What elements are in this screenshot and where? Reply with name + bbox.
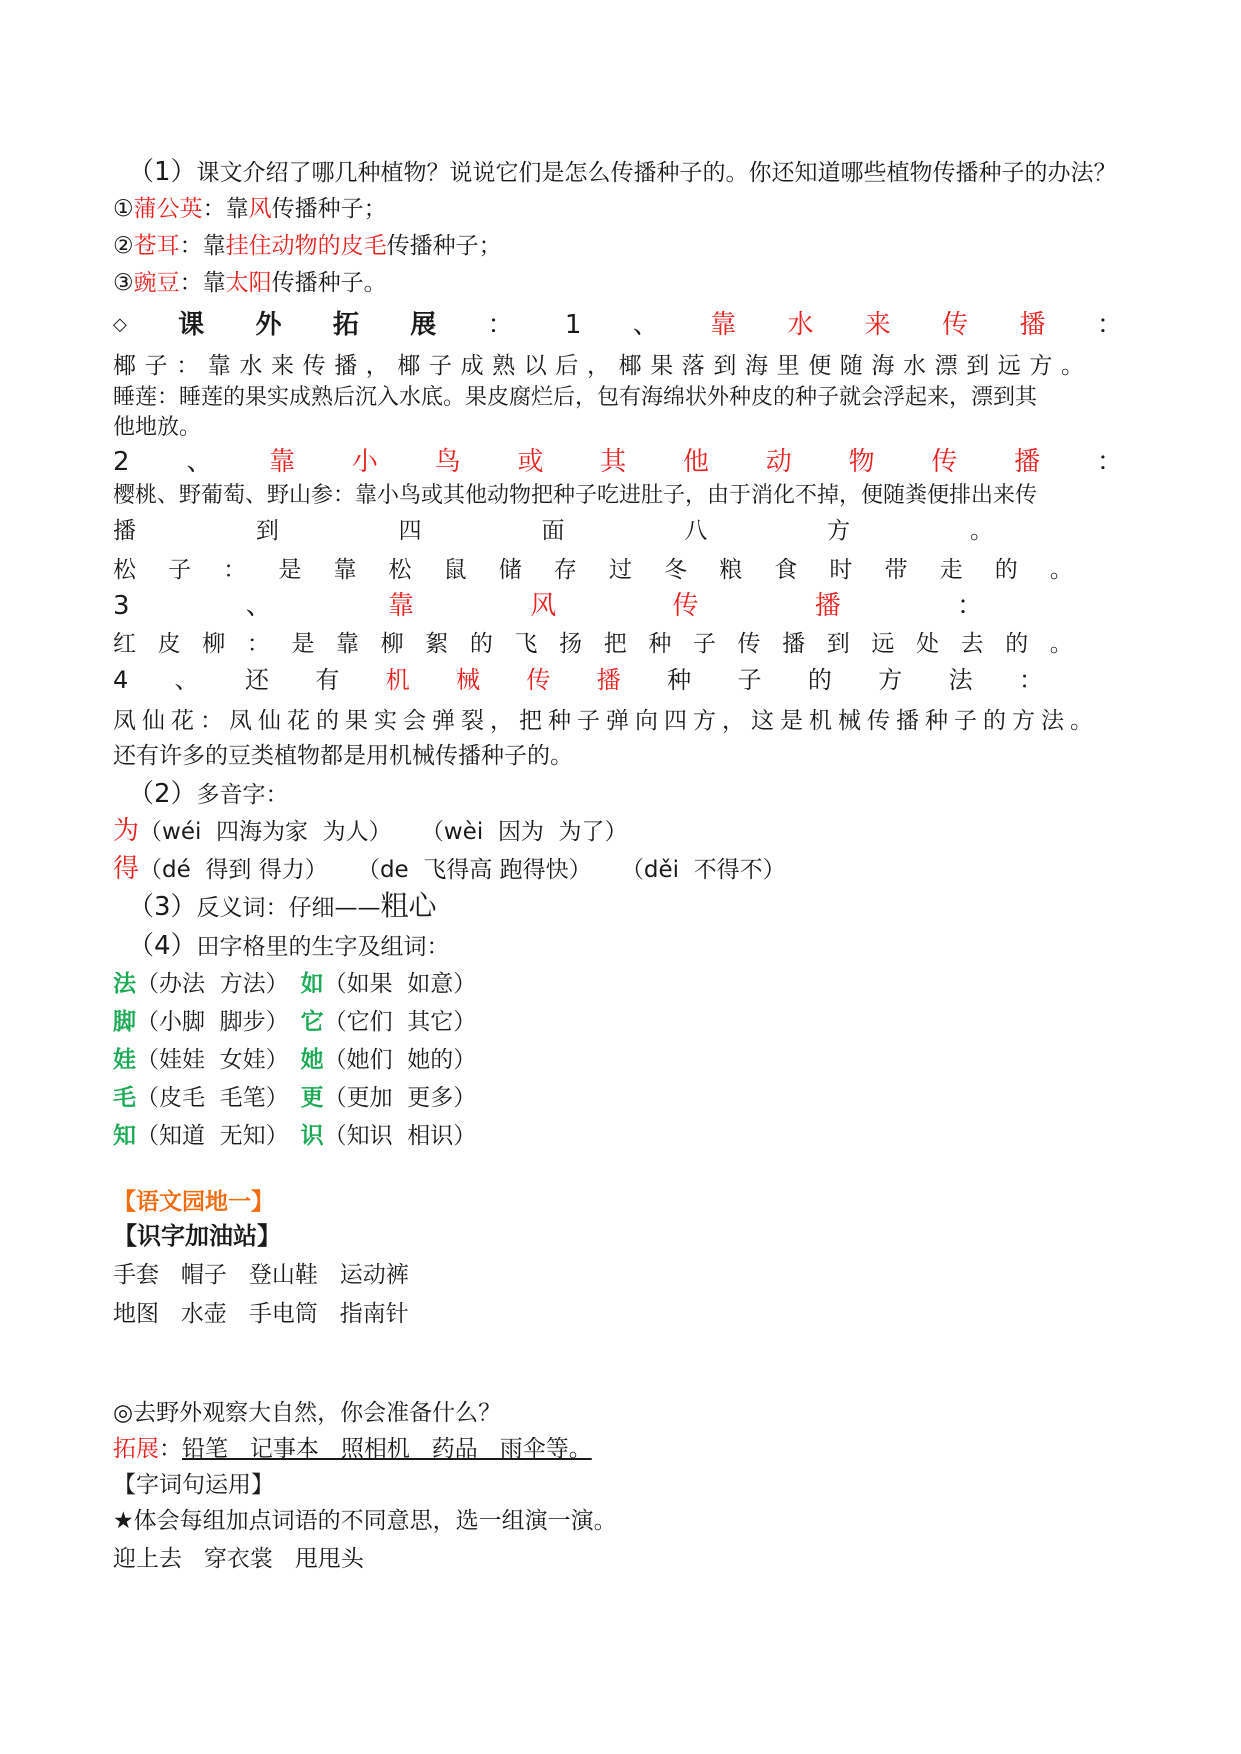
- text-char: 松: [388, 557, 412, 583]
- heading-char: 还: [245, 666, 269, 694]
- text-char: 。: [969, 518, 993, 544]
- heading-red-char: 械: [456, 666, 481, 694]
- beans-line: 还有许多的豆类植物都是用机械传播种子的。: [113, 743, 573, 769]
- heading-red-char: 风: [530, 591, 557, 621]
- q3-number: （3）: [128, 892, 197, 922]
- heading-char: 、: [632, 310, 659, 340]
- plant-name: 蒲公英: [133, 196, 203, 222]
- heading-red-char: 播: [814, 591, 841, 621]
- extension-label: 拓展: [113, 1436, 159, 1462]
- char-words: （知道 无知）: [136, 1123, 289, 1149]
- char-words: （如果 如意）: [323, 971, 477, 997]
- q1-number: （1）: [128, 157, 197, 187]
- heading-char: 、: [186, 447, 213, 477]
- heading-red-char: 鸟: [434, 447, 461, 477]
- new-char: 更: [300, 1085, 324, 1111]
- lotus-line-1: 睡莲：睡莲的果实成熟后沉入水底。果皮腐烂后，包有海绵状外种皮的种子就会浮起来，漂到其: [113, 385, 1038, 410]
- text-char: 的: [994, 557, 1018, 583]
- q1-text: 课文介绍了哪几种植物？说说它们是怎么传播种子的。你还知道哪些植物传播种子的办法？: [196, 160, 1117, 186]
- answer-connector: ：靠: [179, 233, 226, 259]
- text-char: 远: [871, 631, 895, 657]
- lotus-line-2: 他地放。: [113, 415, 202, 440]
- heading-char: 的: [807, 666, 832, 694]
- text-char: 存: [553, 557, 577, 583]
- extension-items: 铅笔 记事本 照相机 药品 雨伞等。: [182, 1436, 592, 1462]
- heading-char: ：: [487, 310, 514, 340]
- text-char: 是: [291, 631, 315, 657]
- heading-red-char: 靠: [388, 591, 415, 621]
- text-char: 种: [648, 631, 672, 657]
- heading-char: 方: [878, 666, 903, 694]
- heading-red-char: 机: [385, 666, 410, 694]
- garden-words-row-2: 地图 水壶 手电筒 指南针: [113, 1301, 409, 1327]
- garden-extension: [113, 1433, 592, 1465]
- heading-red-char: 播: [1019, 310, 1046, 340]
- heading-red-char: 传: [672, 591, 699, 621]
- heading-char: 4: [113, 666, 129, 694]
- text-char: 皮: [157, 631, 181, 657]
- answer-tail: 传播种子；: [271, 196, 387, 222]
- text-char: 红: [113, 631, 136, 657]
- heading-char: 种: [667, 666, 692, 694]
- text-char: 播: [113, 518, 136, 544]
- text-char: 靠: [336, 631, 360, 657]
- heading-char: ：: [1096, 310, 1123, 340]
- heading-char: 拓: [332, 310, 359, 340]
- char-pair-row: [113, 1006, 476, 1038]
- polyphone-words: （wéi 四海为家 为人） （wèi 因为 为了）: [139, 819, 628, 845]
- text-char: 扬: [559, 631, 583, 657]
- char-pair-row: [113, 968, 476, 1000]
- pine-line: [113, 554, 1073, 586]
- text-char: 是: [278, 557, 302, 583]
- q3-text: 反义词：仔细——: [196, 895, 381, 921]
- ext-heading-4: [113, 664, 1043, 696]
- q2-number: （2）: [128, 779, 197, 809]
- q1-question: [128, 156, 1117, 189]
- polyphone-char: 为: [113, 816, 140, 846]
- char-words: （皮毛 毛笔）: [136, 1085, 289, 1111]
- char-words: （办法 方法）: [136, 971, 289, 997]
- answer-keyword: 风: [248, 196, 272, 222]
- answer-tail: 传播种子；: [386, 233, 502, 259]
- heading-red-char: 靠: [710, 310, 737, 340]
- text-char: 。: [1049, 631, 1073, 657]
- answer-mark: ③: [113, 270, 134, 296]
- char-words: （更加 更多）: [323, 1085, 477, 1111]
- use-words: 迎上去 穿衣裳 甩甩头: [113, 1546, 364, 1572]
- heading-char: 1: [564, 310, 582, 340]
- heading-red-char: 传: [526, 666, 551, 694]
- polyphone-wei: [113, 815, 627, 848]
- text-char: 子: [692, 631, 716, 657]
- text-char: 到: [826, 631, 850, 657]
- q1-answer-1: [113, 193, 387, 225]
- heading-char: 子: [737, 666, 762, 694]
- text-char: 柳: [202, 631, 226, 657]
- heading-red-char: 传: [931, 447, 958, 477]
- q4-label: 田字格里的生字及组词：: [196, 934, 450, 960]
- answer-connector: ：靠: [202, 196, 249, 222]
- text-char: ：: [223, 557, 247, 583]
- q1-answer-3: [113, 267, 387, 299]
- text-char: 过: [608, 557, 632, 583]
- heading-red-char: 他: [683, 447, 710, 477]
- text-char: 子: [168, 557, 192, 583]
- ext-heading-3: [113, 590, 983, 622]
- q1-answer-2: [113, 230, 502, 262]
- answer-mark: ②: [113, 233, 134, 259]
- plant-name: 苍耳: [133, 233, 180, 259]
- heading-char: 课: [178, 310, 205, 340]
- balsam-line: 凤仙花：凤仙花的果实会弹裂，把种子弹向四方，这是机械传播种子的方法。: [113, 708, 1099, 734]
- heading-red-char: 来: [864, 310, 891, 340]
- heading-red-char: 传: [942, 310, 969, 340]
- text-char: 的: [1005, 631, 1029, 657]
- new-char: 她: [300, 1047, 324, 1073]
- text-char: 八: [684, 518, 708, 544]
- heading-char: 法: [948, 666, 973, 694]
- heading-red-char: 物: [848, 447, 875, 477]
- new-char: 它: [300, 1009, 324, 1035]
- garden-subtitle: 【识字加油站】: [113, 1222, 281, 1250]
- char-pair-row: [113, 1120, 476, 1152]
- ext-heading-2: [113, 446, 1123, 478]
- text-char: 播: [782, 631, 806, 657]
- garden-words-row-1: 手套 帽子 登山鞋 运动裤: [113, 1262, 409, 1288]
- q2-heading: [128, 778, 289, 811]
- text-char: 絮: [425, 631, 449, 657]
- polyphone-de: [113, 853, 786, 886]
- ext-heading-1: [113, 309, 1123, 341]
- char-pair-row: [113, 1082, 476, 1114]
- heading-char: 3: [113, 591, 130, 621]
- char-words: （她们 她的）: [323, 1047, 477, 1073]
- text-char: 飞: [514, 631, 538, 657]
- heading-red-char: 播: [1014, 447, 1041, 477]
- coconut-line: 椰子：靠水来传播，椰子成熟以后，椰果落到海里便随海水漂到远方。: [113, 353, 1093, 379]
- text-char: ：: [246, 631, 270, 657]
- garden-title: 【语文园地一】: [113, 1189, 274, 1215]
- text-char: 松: [113, 557, 136, 583]
- heading-char: 展: [410, 310, 437, 340]
- text-char: 传: [737, 631, 761, 657]
- new-char: 知: [113, 1123, 136, 1149]
- answer-keyword: 挂住动物的皮毛: [225, 233, 387, 259]
- text-char: 带: [884, 557, 908, 583]
- garden-question: ◎去野外观察大自然，你会准备什么？: [113, 1400, 502, 1426]
- text-char: 柳: [380, 631, 404, 657]
- heading-red-char: 靠: [269, 447, 296, 477]
- use-task: ★体会每组加点词语的不同意思，选一组演一演。: [113, 1508, 617, 1534]
- new-char: 识: [300, 1123, 324, 1149]
- text-char: 靠: [333, 557, 357, 583]
- char-words: （娃娃 女娃）: [136, 1047, 289, 1073]
- char-words: （它们 其它）: [323, 1009, 477, 1035]
- polyphone-char: 得: [113, 854, 140, 884]
- text-char: 方: [827, 518, 851, 544]
- heading-char: 外: [255, 310, 282, 340]
- q4-number: （4）: [128, 931, 197, 961]
- q4-heading: [128, 930, 450, 963]
- heading-red-char: 其: [600, 447, 627, 477]
- answer-keyword: 太阳: [225, 270, 272, 296]
- text-char: 把: [603, 631, 627, 657]
- text-char: 食: [774, 557, 798, 583]
- char-words: （小脚 脚步）: [136, 1009, 289, 1035]
- use-title: 【字词句运用】: [113, 1472, 274, 1498]
- new-char: 娃: [113, 1047, 136, 1073]
- text-char: 。: [1049, 557, 1073, 583]
- text-char: 鼠: [443, 557, 467, 583]
- new-char: 毛: [113, 1085, 136, 1111]
- q2-label: 多音字：: [196, 782, 289, 808]
- new-char: 法: [113, 971, 136, 997]
- text-char: 到: [255, 518, 279, 544]
- q3-answer: 粗心: [380, 889, 437, 922]
- text-char: 四: [398, 518, 422, 544]
- diamond-icon: ◇: [113, 314, 127, 335]
- text-char: 去: [960, 631, 984, 657]
- char-pair-row: [113, 1044, 476, 1076]
- heading-red-char: 小: [351, 447, 378, 477]
- polyphone-words: （dé 得到 得力） （de 飞得高 跑得快） （děi 不得不）: [139, 857, 786, 883]
- answer-mark: ①: [113, 196, 134, 222]
- heading-red-char: 播: [596, 666, 621, 694]
- extension-colon: ：: [159, 1436, 182, 1462]
- heading-char: 、: [245, 591, 272, 621]
- new-char: 脚: [113, 1009, 136, 1035]
- answer-connector: ：靠: [179, 270, 226, 296]
- text-char: 时: [829, 557, 853, 583]
- heading-red-char: 动: [765, 447, 792, 477]
- heading-char: 2: [113, 447, 130, 477]
- heading-char: ：: [1096, 447, 1123, 477]
- heading-char: ：: [1018, 666, 1043, 694]
- text-char: 储: [498, 557, 522, 583]
- heading-red-char: 水: [787, 310, 814, 340]
- heading-red-char: 或: [517, 447, 544, 477]
- cherry-line-1: 樱桃、野葡萄、野山参：靠小鸟或其他动物把种子吃进肚子，由于消化不掉，便随粪便排出来传: [113, 483, 1038, 508]
- q3-antonym: [128, 890, 437, 924]
- answer-tail: 传播种子。: [271, 270, 387, 296]
- new-char: 如: [300, 971, 324, 997]
- char-words: （知识 相识）: [323, 1123, 477, 1149]
- willow-line: [113, 628, 1073, 660]
- plant-name: 豌豆: [133, 270, 180, 296]
- cherry-line-2: [113, 515, 993, 547]
- text-char: 冬: [664, 557, 688, 583]
- text-char: 粮: [719, 557, 743, 583]
- heading-char: 有: [315, 666, 340, 694]
- text-char: 走: [939, 557, 963, 583]
- heading-char: 、: [174, 666, 199, 694]
- text-char: 面: [541, 518, 565, 544]
- heading-char: ：: [956, 591, 983, 621]
- text-char: 的: [469, 631, 493, 657]
- text-char: 处: [915, 631, 939, 657]
